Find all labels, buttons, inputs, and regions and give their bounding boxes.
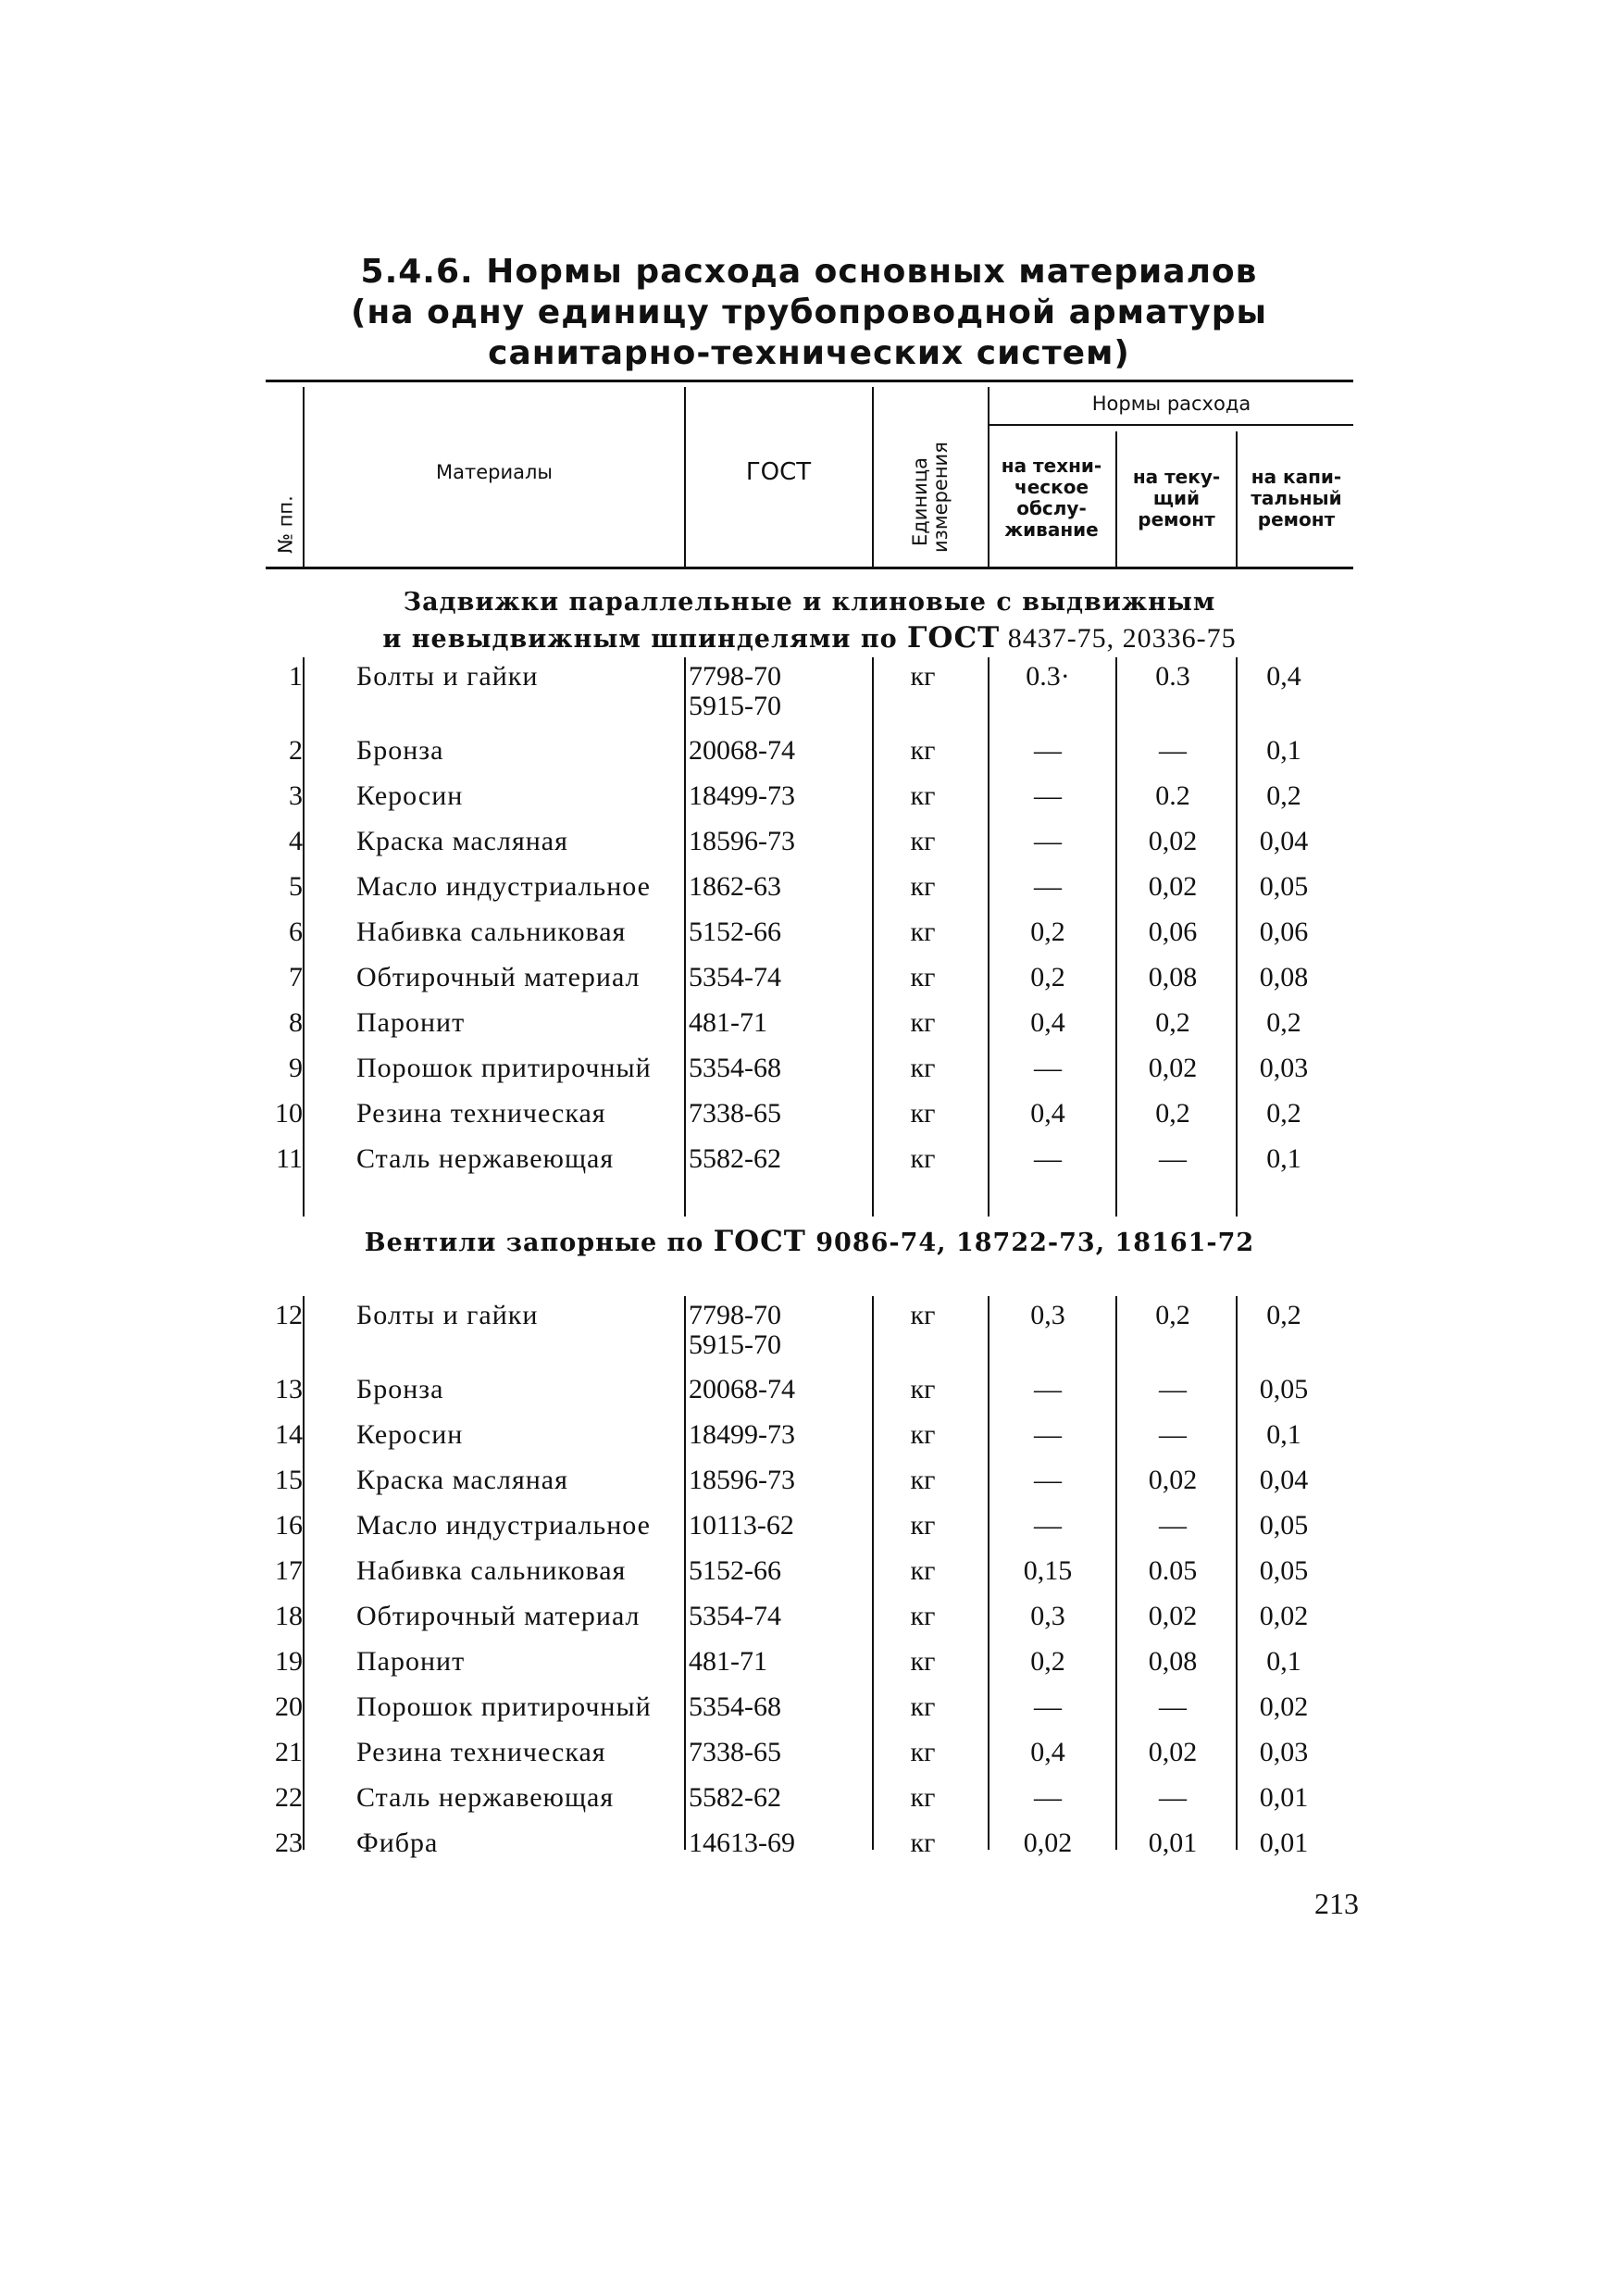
row-number: 4: [289, 826, 303, 856]
capital-repair-norm: 0,2: [1266, 1007, 1301, 1038]
table-row: [266, 1053, 1353, 1097]
maintenance-norm: —: [1034, 1782, 1062, 1813]
gost-code: 20068-74: [689, 735, 795, 766]
material-name: Резина техническая: [356, 1098, 606, 1129]
unit: кг: [910, 1465, 936, 1495]
row-number: 8: [289, 1007, 303, 1038]
material-name: Бронза: [356, 1374, 444, 1404]
capital-repair-norm: 0,05: [1259, 1555, 1309, 1586]
unit: кг: [910, 780, 936, 811]
material-name: Бронза: [356, 735, 444, 766]
material-name: Масло индустриальное: [356, 1510, 651, 1541]
maintenance-norm: 0,02: [1023, 1828, 1073, 1858]
gost-code: 5354-68: [689, 1691, 781, 1722]
current-repair-norm: 0,02: [1148, 1601, 1198, 1631]
unit: кг: [910, 1300, 936, 1330]
gost-code: 5582-62: [689, 1143, 781, 1174]
unit: кг: [910, 871, 936, 902]
row-number: 21: [275, 1737, 303, 1767]
current-repair-norm: 0,02: [1148, 826, 1198, 856]
table-row: [266, 1646, 1353, 1691]
material-name: Краска масляная: [356, 826, 568, 856]
row-number: 18: [275, 1601, 303, 1631]
material-name: Сталь нержавеющая: [356, 1782, 615, 1813]
capital-repair-norm: 0,2: [1266, 780, 1301, 811]
material-name: Керосин: [356, 1419, 464, 1450]
current-repair-norm: 0,02: [1148, 1465, 1198, 1495]
capital-repair-norm: 0,03: [1259, 1053, 1309, 1083]
header-num: № пп.: [274, 495, 297, 554]
gost-code: 5354-74: [689, 962, 781, 992]
table-row: [266, 1374, 1353, 1418]
unit: кг: [910, 917, 936, 947]
gost-code: 7798-70: [689, 1300, 781, 1330]
gost-code: 7338-65: [689, 1098, 781, 1129]
capital-repair-norm: 0,1: [1266, 1646, 1301, 1677]
material-name: Сталь нержавеющая: [356, 1143, 615, 1174]
gost-code: 5152-66: [689, 917, 781, 947]
maintenance-norm: 0,3: [1030, 1601, 1065, 1631]
row-number: 3: [289, 780, 303, 811]
table-row: [266, 1300, 1353, 1360]
current-repair-norm: 0,2: [1155, 1007, 1190, 1038]
row-number: 23: [275, 1828, 303, 1858]
row-number: 1: [289, 661, 303, 692]
current-repair-norm: 0,08: [1148, 1646, 1198, 1677]
unit: кг: [910, 1419, 936, 1450]
maintenance-norm: 0,4: [1030, 1098, 1065, 1129]
capital-repair-norm: 0,02: [1259, 1691, 1309, 1722]
current-repair-norm: —: [1159, 735, 1187, 766]
capital-repair-norm: 0,4: [1266, 661, 1301, 692]
row-number: 20: [275, 1691, 303, 1722]
unit: кг: [910, 1053, 936, 1083]
table-row: [266, 1828, 1353, 1872]
unit: кг: [910, 1143, 936, 1174]
row-number: 9: [289, 1053, 303, 1083]
title-line-1: 5.4.6. Нормы расхода основных материалов: [360, 253, 1258, 291]
material-name: Набивка сальниковая: [356, 1555, 627, 1586]
gost-code: 20068-74: [689, 1374, 795, 1404]
capital-repair-norm: 0,1: [1266, 1143, 1301, 1174]
table-row: [266, 962, 1353, 1006]
current-repair-norm: —: [1159, 1782, 1187, 1813]
capital-repair-norm: 0,1: [1266, 1419, 1301, 1450]
maintenance-norm: —: [1034, 1419, 1062, 1450]
unit: кг: [910, 1098, 936, 1129]
material-name: Паронит: [356, 1646, 466, 1677]
table-row: [266, 780, 1353, 825]
current-repair-norm: —: [1159, 1419, 1187, 1450]
table-row: [266, 917, 1353, 961]
row-number: 6: [289, 917, 303, 947]
table-row: [266, 1143, 1353, 1188]
table-row: [266, 1098, 1353, 1142]
table-row: [266, 1510, 1353, 1554]
gost-code: 5582-62: [689, 1782, 781, 1813]
current-repair-norm: 0,01: [1148, 1828, 1198, 1858]
unit: кг: [910, 1691, 936, 1722]
material-name: Краска масляная: [356, 1465, 568, 1495]
current-repair-norm: —: [1159, 1374, 1187, 1404]
maintenance-norm: 0,15: [1023, 1555, 1073, 1586]
row-number: 17: [275, 1555, 303, 1586]
current-repair-norm: 0.3: [1155, 661, 1190, 692]
maintenance-norm: —: [1034, 826, 1062, 856]
row-number: 13: [275, 1374, 303, 1404]
unit: кг: [910, 661, 936, 692]
row-number: 7: [289, 962, 303, 992]
maintenance-norm: —: [1034, 1053, 1062, 1083]
capital-repair-norm: 0,2: [1266, 1098, 1301, 1129]
unit: кг: [910, 735, 936, 766]
material-name: Обтирочный материал: [356, 1601, 641, 1631]
material-name: Паронит: [356, 1007, 466, 1038]
maintenance-norm: 0,2: [1030, 962, 1065, 992]
gost-code: 1862-63: [689, 871, 781, 902]
section-heading-gate-valves: [266, 585, 1353, 657]
capital-repair-norm: 0,02: [1259, 1601, 1309, 1631]
gost-code: 18499-73: [689, 780, 795, 811]
row-number: 16: [275, 1510, 303, 1541]
material-name: Порошок притирочный: [356, 1691, 652, 1722]
capital-repair-norm: 0,2: [1266, 1300, 1301, 1330]
header-divider-materials: [684, 387, 686, 567]
material-name: Порошок притирочный: [356, 1053, 652, 1083]
maintenance-norm: —: [1034, 1143, 1062, 1174]
header-capital-repair: на капи-тальный ремонт: [1251, 465, 1342, 530]
row-number: 14: [275, 1419, 303, 1450]
table-row: [266, 1007, 1353, 1052]
maintenance-norm: 0,2: [1030, 1646, 1065, 1677]
unit: кг: [910, 1601, 936, 1631]
unit: кг: [910, 962, 936, 992]
gost-code: 18596-73: [689, 826, 795, 856]
row-number: 15: [275, 1465, 303, 1495]
table-row: [266, 826, 1353, 870]
header-bottom-rule: [266, 567, 1353, 569]
title-line-2: (на одну единицу трубопроводной арматуры: [350, 293, 1268, 331]
row-number: 10: [275, 1098, 303, 1129]
norms-subheader-rule: [989, 424, 1353, 426]
gost-code-secondary: 5915-70: [689, 1329, 781, 1360]
maintenance-norm: 0,2: [1030, 917, 1065, 947]
unit: кг: [910, 1007, 936, 1038]
capital-repair-norm: 0,1: [1266, 735, 1301, 766]
unit: кг: [910, 1510, 936, 1541]
section-1-line-2: и невыдвижным шпинделями по ГОСТ 8437-75, 20336-75: [382, 621, 1237, 655]
material-name: Набивка сальниковая: [356, 917, 627, 947]
maintenance-norm: 0,4: [1030, 1007, 1065, 1038]
header-current-repair: на теку-щий ремонт: [1132, 465, 1221, 530]
table-row: [266, 661, 1353, 721]
gost-code: 5152-66: [689, 1555, 781, 1586]
table-row: [266, 735, 1353, 780]
header-unit: Единица измерения: [909, 442, 952, 553]
unit: кг: [910, 1782, 936, 1813]
capital-repair-norm: 0,01: [1259, 1782, 1309, 1813]
capital-repair-norm: 0,08: [1259, 962, 1309, 992]
section-1-line-1: Задвижки параллельные и клиновые с выдвижным: [403, 588, 1216, 617]
header-norms: Нормы расхода: [1091, 392, 1251, 415]
table-row: [266, 1555, 1353, 1600]
row-number: 2: [289, 735, 303, 766]
capital-repair-norm: 0,05: [1259, 871, 1309, 902]
gost-code: 7798-70: [689, 661, 781, 692]
maintenance-norm: —: [1034, 735, 1062, 766]
page-title: [0, 252, 1618, 374]
maintenance-norm: 0,3: [1030, 1300, 1065, 1330]
row-number: 12: [275, 1300, 303, 1330]
material-name: Обтирочный материал: [356, 962, 641, 992]
table-row: [266, 1691, 1353, 1736]
maintenance-norm: —: [1034, 780, 1062, 811]
current-repair-norm: 0,2: [1155, 1098, 1190, 1129]
current-repair-norm: —: [1159, 1143, 1187, 1174]
unit: кг: [910, 1374, 936, 1404]
gost-code: 5354-74: [689, 1601, 781, 1631]
current-repair-norm: —: [1159, 1510, 1187, 1541]
current-repair-norm: 0,02: [1148, 871, 1198, 902]
table-row: [266, 871, 1353, 916]
maintenance-norm: —: [1034, 1510, 1062, 1541]
capital-repair-norm: 0,04: [1259, 826, 1309, 856]
header-divider-gost: [872, 387, 874, 567]
row-number: 22: [275, 1782, 303, 1813]
capital-repair-norm: 0,04: [1259, 1465, 1309, 1495]
header-divider-current: [1236, 431, 1238, 567]
material-name: Керосин: [356, 780, 464, 811]
material-name: Фибра: [356, 1828, 439, 1858]
unit: кг: [910, 1646, 936, 1677]
unit: кг: [910, 826, 936, 856]
unit: кг: [910, 1828, 936, 1858]
material-name: Масло индустриальное: [356, 871, 651, 902]
gost-code: 7338-65: [689, 1737, 781, 1767]
gost-code: 481-71: [689, 1646, 767, 1677]
gost-code: 18499-73: [689, 1419, 795, 1450]
capital-repair-norm: 0,01: [1259, 1828, 1309, 1858]
maintenance-norm: —: [1034, 1691, 1062, 1722]
current-repair-norm: 0,08: [1148, 962, 1198, 992]
maintenance-norm: —: [1034, 871, 1062, 902]
material-name: Болты и гайки: [356, 661, 539, 692]
capital-repair-norm: 0,05: [1259, 1510, 1309, 1541]
maintenance-norm: 0.3·: [1026, 661, 1070, 692]
current-repair-norm: 0,06: [1148, 917, 1198, 947]
maintenance-norm: —: [1034, 1465, 1062, 1495]
header-divider-num: [303, 387, 305, 567]
capital-repair-norm: 0,05: [1259, 1374, 1309, 1404]
section-2-line-1: Вентили запорные по ГОСТ 9086-74, 18722-73, 18161-72: [364, 1225, 1255, 1258]
gost-code: 10113-62: [689, 1510, 794, 1541]
row-number: 19: [275, 1646, 303, 1677]
maintenance-norm: —: [1034, 1374, 1062, 1404]
gost-code: 18596-73: [689, 1465, 795, 1495]
capital-repair-norm: 0,03: [1259, 1737, 1309, 1767]
current-repair-norm: 0,02: [1148, 1737, 1198, 1767]
material-name: Резина техническая: [356, 1737, 606, 1767]
table-row: [266, 1601, 1353, 1645]
table-row: [266, 1782, 1353, 1827]
row-number: 5: [289, 871, 303, 902]
table-row: [266, 1737, 1353, 1781]
gost-code-secondary: 5915-70: [689, 691, 781, 721]
row-number: 11: [276, 1143, 303, 1174]
unit: кг: [910, 1737, 936, 1767]
gost-code: 5354-68: [689, 1053, 781, 1083]
title-line-3: санитарно-технических систем): [488, 334, 1130, 372]
unit: кг: [910, 1555, 936, 1586]
header-divider-maintenance: [1115, 431, 1117, 567]
material-name: Болты и гайки: [356, 1300, 539, 1330]
current-repair-norm: 0,02: [1148, 1053, 1198, 1083]
maintenance-norm: 0,4: [1030, 1737, 1065, 1767]
current-repair-norm: 0.2: [1155, 780, 1190, 811]
header-materials: Материалы: [436, 460, 553, 483]
capital-repair-norm: 0,06: [1259, 917, 1309, 947]
header-maintenance: на техни-ческое обслу-живание: [1001, 455, 1102, 541]
header-gost: ГОСТ: [745, 457, 812, 486]
section-heading-shutoff-valves: [266, 1224, 1353, 1261]
table-row: [266, 1465, 1353, 1509]
table-top-rule: [266, 380, 1353, 382]
page-number: 213: [1314, 1887, 1359, 1920]
gost-code: 14613-69: [689, 1828, 795, 1858]
current-repair-norm: —: [1159, 1691, 1187, 1722]
gost-code: 481-71: [689, 1007, 767, 1038]
current-repair-norm: 0,2: [1155, 1300, 1190, 1330]
current-repair-norm: 0.05: [1148, 1555, 1198, 1586]
table-row: [266, 1419, 1353, 1464]
